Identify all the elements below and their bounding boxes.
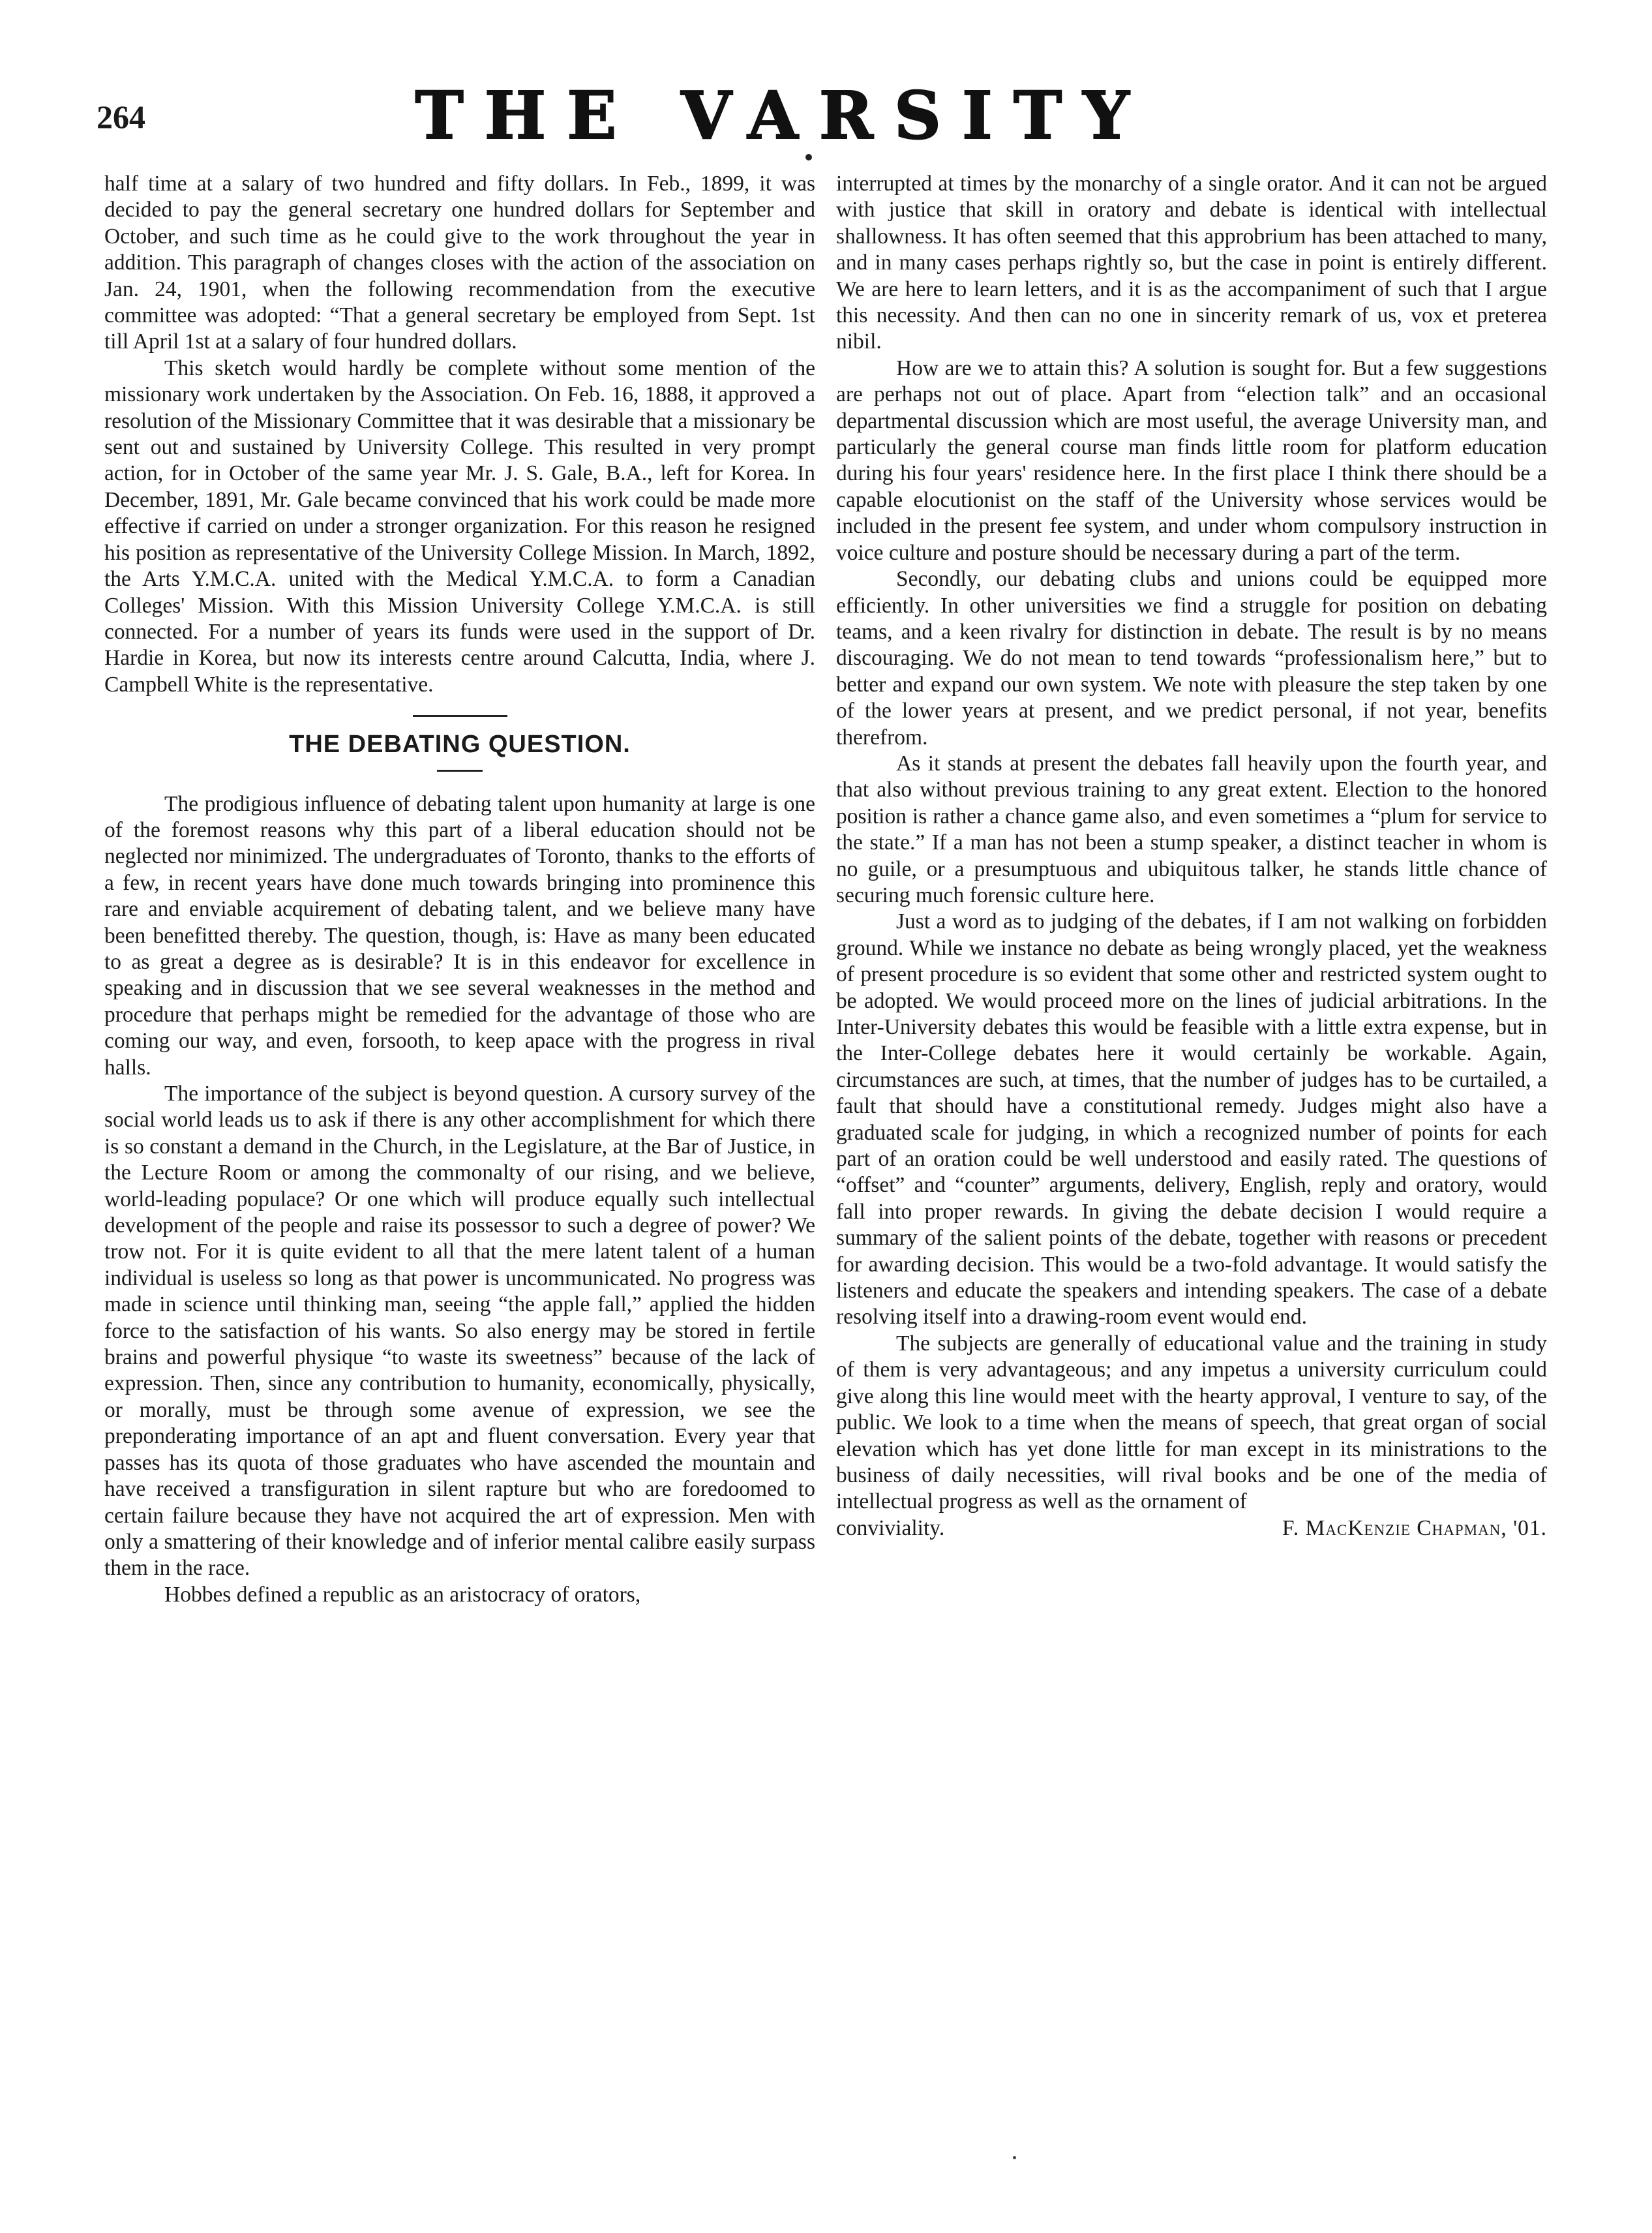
paragraph: Hobbes defined a republic as an aristocracy of orators, [164,1582,641,1607]
author-signature: F. MacKenzie Chapman, '01. [1282,1515,1547,1540]
paragraph: Secondly, our debating clubs and unions could be equipped more efficiently. In other universities we find a struggle for position on debating teams, and a keen rivalry for distinction in debate. The result is by no means discouraging. We do not mean to tend towards “professionalism here,” but to better and expand our own system. We note with pleasure the step taken by one of the lower years at present, and we predict personal, if not year, benefits therefrom. [836,567,1547,750]
paragraph: Just a word as to judging of the debates, if I am not walking on forbidden ground. While we instance no debate as being wrongly placed, yet the weakness of present procedure is so evident that some other and restricted system ought to be adopted. We would proceed more on the lines of judicial arbitrations. In the Inter-University debates this would be feasible with a little extra expense, but in the Inter-College debates here it would certainly be workable. Again, circumstances are such, at times, that the number of judges has to be curtailed, a fault that should have a constitutional remedy. Judges might also have a graduated scale for judging, in which a recognized number of points for each part of an oration could be well understood and easily rated. The questions of “offset” and “counter” arguments, delivery, English, reply and oratory, would fall into proper rewards. In giving the debate decision I would require a summary of the salient points of the debate, together with reasons or precedent for awarding decision. This would be a two-fold advantage. It would satisfy the listeners and educate the speakers and intending speakers. The case of a debate resolving itself into a drawing-room event would end. [836,909,1547,1329]
paragraph: interrupted at times by the monarchy of a single orator. And it can not be argued with justice that skill in oratory and debate is identical with intellectual shallowness. It has often seemed that this approbrium has been attached to many, and in many cases perhaps rightly so, but the case in point is entirely different. We are here to learn letters, and it is as the accompaniment of such that I argue this necessity. And then can no one in sincerity remark of us, vox et preterea nibil. [836,172,1547,354]
paragraph: How are we to attain this? A solution is sought for. But a few suggestions are perhaps not out of place. Apart from “election talk” and an occasional departmental discussion which are most useful, the average University man, and particularly the general course man finds little room for platform education during his four years' residence here. In the first place I think there should be a capable elocutionist on the staff of the University whose services would be included in the present fee system, and under whom compulsory instruction in voice culture and posture should be necessary during a part of the term. [836,356,1547,565]
masthead-title: THE VARSITY [415,77,1150,154]
closing-line [836,1515,1547,1542]
closing-word: conviviality. [836,1515,945,1540]
masthead-ornament [805,154,812,160]
paragraph: The prodigious influence of debating talent upon humanity at large is one of the foremost reasons why this part of a liberal education should not be neglected nor minimized. The undergraduates of Toronto, thanks to the efforts of a few, in recent years have done much towards bringing into prominence this rare and enviable acquirement of debating talent, and we believe many have been benefitted thereby. The question, though, is: Have as many been educated to as great a degree as is desirable? It is in this endeavor for excellence in speaking and in discussion that we see several weaknesses in the method and procedure that perhaps might be remedied for the advantage of those who are coming our way, and even, forsooth, to keep apace with the progress in rival halls. [104,791,815,1080]
paragraph: As it stands at present the debates fall heavily upon the fourth year, and that also without previous training to any great extent. Election to the honored position is rather a chance game also, and even sometimes a “plum for service to the state.” If a man has not been a stump speaker, a distinct teacher in whom is no guile, or a presumptuous and ubiquitous talker, he stands little chance of securing much forensic culture here. [836,751,1547,907]
paragraph: The subjects are generally of educational value and the training in study of them is very advantageous; and any impetus a university curriculum could give along this line would meet with the hearty approval, I venture to say, of the public. We look to a time when the means of speech, that great organ of social elevation which has yet done little for man except in its ministrations to the business of daily necessities, will rival books and be one of the media of intellectual progress as well as the ornament of [836,1331,1547,1514]
paragraph: The importance of the subject is beyond question. A cursory survey of the social world leads us to ask if there is any other accomplishment for which there is so constant a demand in the Church, in the Legislature, at the Bar of Justice, in the Lecture Room or among the commonalty of our rising, and we believe, world-leading populace? Or one which will produce equally such intellectual development of the people and raise its possessor to such a degree of power? We trow not. For it is quite evident to all that the mere latent talent of a human individual is useless so long as that power is uncommunicated. No progress was made in science until thinking man, seeing “the apple fall,” applied the hidden force to the satisfaction of his wants. So also energy may be stored in fertile brains and powerful physique “to waste its sweetness” because of the lack of expression. Then, since any contribution to humanity, economically, physically, or morally, must be through some avenue of expression, we see the preponderating importance of an apt and fluent conversation. Every year that passes has its quota of those graduates who have ascended the mountain and have received a transfiguration in silent rapture but who are foredoomed to certain failure because they have not acquired the art of expression. Men with only a smattering of their knowledge and of inferior mental calibre easily surpass them in the race. [104,1082,815,1581]
right-column [836,171,1547,1542]
article-title: THE DEBATING QUESTION. [289,731,631,759]
paragraph: half time at a salary of two hundred and fifty dollars. In Feb., 1899, it was decided to pay the general secretary one hundred dollars for September and October, and such time as he could give to the work throughout the year in addition. This paragraph of changes closes with the action of the association on Jan. 24, 1901, when the following recommendation from the executive committee was adopted: “That a general secretary be employed from Sept. 1st till April 1st at a salary of four hundred dollars. [104,172,815,354]
print-speck [1013,2156,1016,2159]
page-number: 264 [97,99,145,135]
left-column [104,171,815,1608]
paragraph: This sketch would hardly be complete without some mention of the missionary work undertaken by the Association. On Feb. 16, 1888, it approved a resolution of the Missionary Committee that it was desirable that a missionary be sent out and sustained by University College. This resulted in very prompt action, for in October of the same year Mr. J. S. Gale, B.A., left for Korea. In December, 1891, Mr. Gale became convinced that his work could be made more effective if carried on under a stronger organization. For this reason he resigned his position as representative of the University College Mission. In March, 1892, the Arts Y.M.C.A. united with the Medical Y.M.C.A. to form a Canadian Colleges' Mission. With this Mission University College Y.M.C.A. is still connected. For a number of years its funds were used in the support of Dr. Hardie in Korea, but now its interests centre around Calcutta, India, where J. Campbell White is the representative. [104,356,815,697]
section-divider [413,715,507,717]
title-underline [437,770,483,772]
